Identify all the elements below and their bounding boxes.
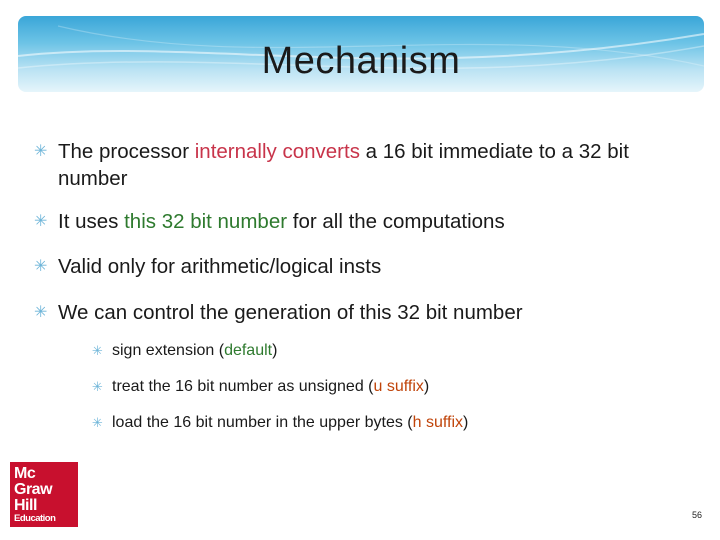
logo-text: Graw <box>14 481 53 498</box>
bullet-asterisk-icon: ✳ <box>92 415 103 430</box>
bullet-item <box>34 253 704 280</box>
bullet-asterisk-icon: ✳ <box>92 379 103 394</box>
title-banner <box>18 16 704 92</box>
bullet-text: We can control the generation of this 32 bit number <box>58 301 523 324</box>
sub-bullet-highlight: default <box>224 342 273 359</box>
bullet-asterisk-icon: ✳ <box>34 143 48 160</box>
bullet-asterisk-icon: ✳ <box>34 213 48 230</box>
sub-bullet-highlight: h suffix <box>412 414 464 431</box>
bullet-asterisk-icon: ✳ <box>92 343 103 358</box>
logo-text: Mc <box>14 465 36 482</box>
sub-bullet-text: ) <box>423 378 430 395</box>
bullet-highlight: this 32 bit number <box>124 210 288 233</box>
bullet-text: It uses <box>58 210 125 233</box>
bullet-item <box>34 299 704 326</box>
bullet-text: for all the computations <box>287 210 505 233</box>
sub-bullet-highlight: u suffix <box>373 378 424 395</box>
bullet-highlight: internally converts <box>194 140 360 163</box>
sub-bullet-item <box>92 340 704 362</box>
sub-bullet-list <box>34 340 704 434</box>
sub-bullet-text: load the 16 bit number in the upper bytes ( <box>112 414 413 431</box>
bullet-text: a 16 bit immediate to a 32 bit number <box>58 140 629 190</box>
sub-bullet-text: ) <box>463 414 469 431</box>
mcgraw-hill-logo <box>10 462 78 527</box>
slide-body <box>34 138 704 448</box>
bullet-asterisk-icon: ✳ <box>34 258 48 275</box>
page-number: 56 <box>691 510 702 520</box>
bullet-asterisk-icon: ✳ <box>34 304 48 321</box>
slide-title: Mechanism <box>261 40 461 82</box>
bullet-item <box>34 208 704 235</box>
bullet-text: The processor <box>58 140 195 163</box>
logo-text: Education <box>14 513 56 524</box>
sub-bullet-item <box>92 412 704 434</box>
sub-bullet-item <box>92 376 704 398</box>
bullet-item <box>34 138 704 192</box>
sub-bullet-text: treat the 16 bit number as unsigned ( <box>112 378 374 395</box>
sub-bullet-text: ) <box>272 342 278 359</box>
sub-bullet-text: sign extension ( <box>112 342 225 359</box>
bullet-text: Valid only for arithmetic/logical insts <box>58 255 382 278</box>
logo-text: Hill <box>14 497 37 514</box>
